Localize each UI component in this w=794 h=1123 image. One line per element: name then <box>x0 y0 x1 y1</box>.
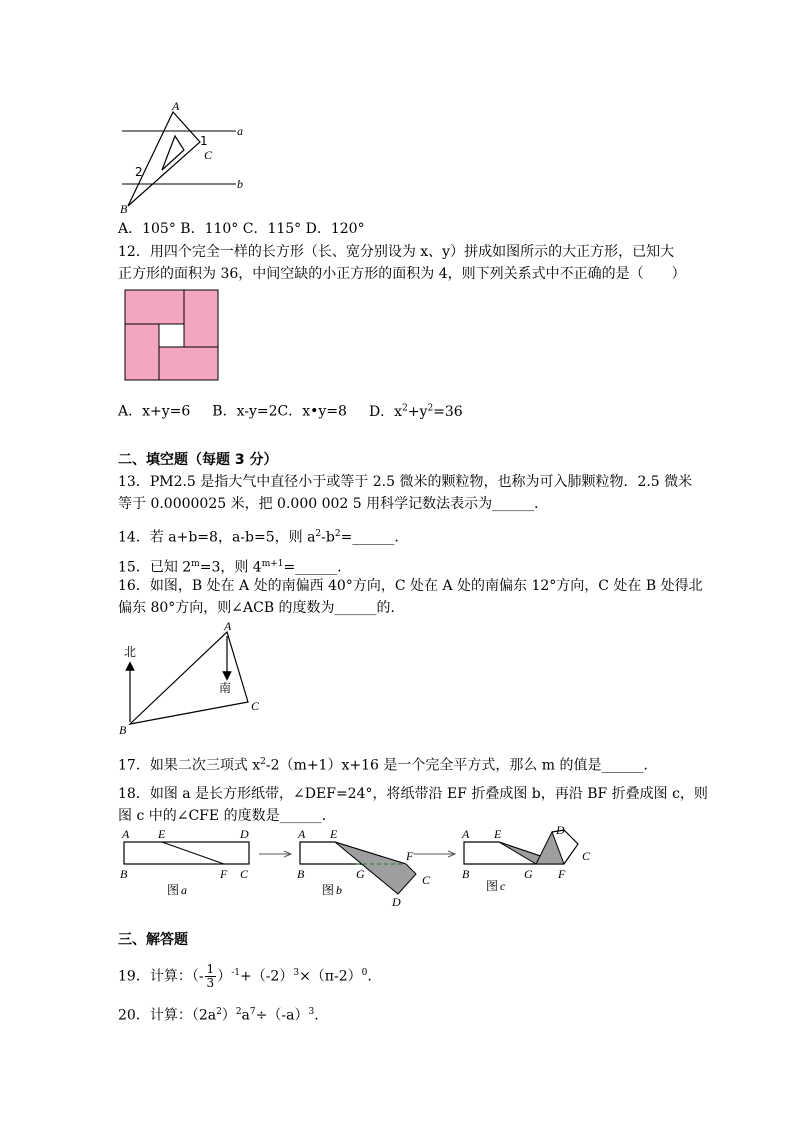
label-A: A <box>224 620 232 633</box>
svg-text:E: E <box>494 827 502 841</box>
svg-text:B: B <box>297 867 305 881</box>
q11-options: A．105° B．110° C．115° D．120° <box>118 221 365 237</box>
label-1: 1 <box>200 134 208 148</box>
svg-text:B: B <box>462 867 470 881</box>
svg-text:D: D <box>556 823 565 837</box>
section2-title: 二、填空题（每题 3 分） <box>118 452 278 468</box>
label-2: 2 <box>135 165 143 179</box>
label-a: a <box>237 124 243 138</box>
q15: 15．已知 $2^m=3$，则 $4^{m+1}=\_\_\_\_\_\_$． <box>118 559 352 576</box>
label-A: A <box>172 99 180 113</box>
label-C: C <box>204 148 213 162</box>
svg-text:A: A <box>462 827 470 841</box>
q13-line2: 等于 0.0000025 米，把 0.000 002 5 用科学记数法表示为______． <box>118 496 549 512</box>
svg-text:C: C <box>240 867 249 881</box>
svg-text:C: C <box>422 873 431 887</box>
triangle-ruler-outer <box>128 112 200 206</box>
label-south: 南 <box>219 681 232 695</box>
svg-text:b: b <box>336 883 342 897</box>
q12-opt-bc: B．x-y=2C．x•y=8 <box>212 403 347 420</box>
q12-opt-a: A．x+y=6 <box>118 403 191 420</box>
q12-line2: 正方形的面积为 36，中间空缺的小正方形的面积为 4，则下列关系式中不正确的是（ ） <box>118 266 686 282</box>
q18-figures <box>116 822 616 912</box>
section3-title: 三、解答题 <box>118 932 188 948</box>
svg-text:F: F <box>558 867 566 881</box>
label-b: b <box>237 177 243 191</box>
q16-figure <box>116 620 266 740</box>
rect-left <box>125 324 159 380</box>
svg-text:A: A <box>122 827 130 841</box>
svg-text:图: 图 <box>486 879 499 893</box>
q18-line2: 图 c 中的∠CFE 的度数是______． <box>118 808 336 824</box>
figure-c <box>461 823 591 893</box>
q12-opt-d: D．$x^2+y^2=36$ <box>368 403 463 420</box>
q12-options <box>118 398 463 422</box>
q18-line1: 18．如图 a 是长方形纸带，∠DEF=24°，将纸带沿 EF 折叠成图 b，再沿 BF 折叠成图 c，则 <box>118 786 708 802</box>
svg-text:a: a <box>181 883 187 897</box>
q12-square-figure <box>124 289 220 382</box>
q20: 20．计算：$(2a^2)^2a^7\div(-a)^3$. <box>118 1007 319 1024</box>
rect-top <box>125 290 184 324</box>
q11-figure <box>118 98 258 216</box>
svg-text:F: F <box>406 849 414 863</box>
svg-text:F: F <box>220 867 228 881</box>
svg-text:B: B <box>120 867 128 881</box>
figure-a <box>120 827 249 897</box>
svg-text:E: E <box>330 827 338 841</box>
fraction-one-third: $\frac{1}{3}$ <box>206 962 215 991</box>
svg-text:c: c <box>500 879 506 893</box>
q19: 19．计算：（- $\frac{1}{3}$ ）$^{-1}+(-2)^3\times(\pi-2)^0$. <box>118 962 372 991</box>
q13-line1: 13．PM2.5 是指大气中直径小于或等于 2.5 微米的颗粒物，也称为可入肺颗粒物．2.5 微米 <box>118 474 693 490</box>
label-C: C <box>251 699 260 713</box>
q14: 14．若 a+b=8，a-b=5，则 $a^2-b^2=\_\_\_\_\_\_$． <box>118 529 409 546</box>
q16-line2: 偏东 80°方向，则∠ACB 的度数为______的． <box>118 600 405 616</box>
figure-b <box>297 827 431 909</box>
q16-line1: 16．如图，B 处在 A 处的南偏西 40°方向，C 处在 A 处的南偏东 12°方向，C 处在 B 处得北 <box>118 578 703 594</box>
rect-right <box>184 290 218 347</box>
label-B: B <box>119 723 127 737</box>
svg-text:E: E <box>158 827 166 841</box>
svg-text:A: A <box>298 827 306 841</box>
q12-line1: 12．用四个完全一样的长方形（长、宽分别设为 x、y）拼成如图所示的大正方形，已知大 <box>118 244 675 260</box>
svg-text:G: G <box>356 867 365 881</box>
svg-text:G: G <box>524 867 533 881</box>
svg-text:图: 图 <box>167 883 180 897</box>
svg-text:D: D <box>392 895 401 909</box>
rect-bottom <box>159 347 218 380</box>
label-north: 北 <box>124 645 137 659</box>
q17: 17．如果二次三项式 $x^2-2(m+1)x+16$ 是一个完全平方式，那么 m 的值是______． <box>118 757 658 774</box>
label-B: B <box>120 202 128 216</box>
svg-text:D: D <box>240 827 249 841</box>
triangle-ABC <box>130 632 248 724</box>
svg-text:C: C <box>582 849 591 863</box>
triangle-ruler-inner <box>162 136 184 170</box>
svg-text:图: 图 <box>322 883 335 897</box>
center-square <box>159 324 184 347</box>
